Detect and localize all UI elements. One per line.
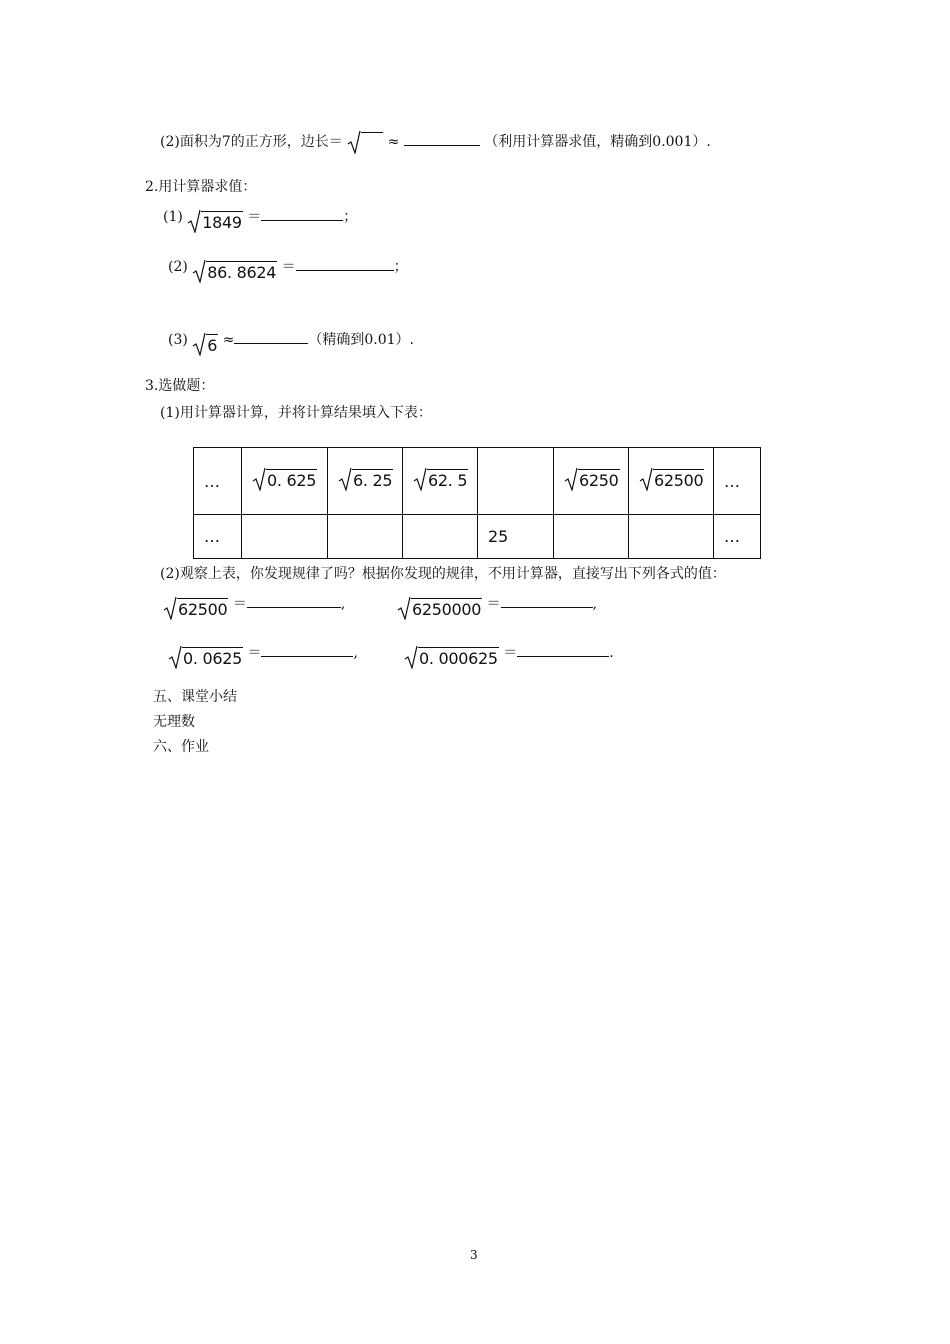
question-2-item-3 xyxy=(168,328,414,356)
radicand: 62500 xyxy=(178,600,228,619)
page-number: 3 xyxy=(470,1248,478,1262)
question-2-title: 2.用计算器求值： xyxy=(145,179,257,195)
radical-sign-icon xyxy=(639,467,653,491)
table-cell-ellipsis: … xyxy=(714,448,761,515)
question-2-item-2 xyxy=(168,255,408,283)
radical-sign-icon xyxy=(564,467,578,491)
item-number: (1) xyxy=(163,209,183,225)
table-cell xyxy=(554,448,629,515)
answer-cell[interactable] xyxy=(629,515,714,559)
radical-expression xyxy=(639,467,704,491)
equals-sign: ＝ xyxy=(232,596,247,612)
radicand: 1849 xyxy=(202,213,242,232)
question-1-2 xyxy=(160,130,711,154)
radical-sign-icon xyxy=(163,596,177,620)
answer-cell[interactable] xyxy=(242,515,328,559)
expression-0-000625 xyxy=(404,641,614,669)
approx-symbol: ≈ xyxy=(387,134,400,150)
table-row xyxy=(194,448,761,515)
radical-sign-icon xyxy=(397,596,411,620)
table-cell-ellipsis: … xyxy=(194,515,242,559)
radical-sign-icon xyxy=(347,130,361,154)
answer-blank[interactable] xyxy=(517,641,609,657)
punctuation: , xyxy=(592,596,598,612)
radical-86-8624 xyxy=(192,259,277,283)
radical-sign-icon xyxy=(187,209,201,233)
punctuation: ； xyxy=(343,209,358,225)
equals-sign: ＝ xyxy=(486,596,501,612)
radical-1849 xyxy=(187,209,243,233)
question-1-2-prefix: (2)面积为7的正方形，边长＝ xyxy=(160,134,343,150)
radicand: 62500 xyxy=(654,471,704,490)
radicand: 6 xyxy=(207,336,218,355)
radicand: 6. 25 xyxy=(353,471,393,490)
answer-cell[interactable] xyxy=(554,515,629,559)
calculation-table xyxy=(193,447,761,559)
expression-6250000 xyxy=(397,592,597,620)
section-5-title: 五、课堂小结 xyxy=(153,689,237,705)
radical-expression xyxy=(338,467,393,491)
question-3-title: 3.选做题： xyxy=(145,378,215,394)
answer-blank[interactable] xyxy=(247,592,341,608)
radicand: 0. 625 xyxy=(267,471,317,490)
expression-0-0625 xyxy=(168,641,358,669)
radical-6 xyxy=(192,332,218,356)
answer-blank[interactable] xyxy=(404,130,480,146)
radical-sign-icon xyxy=(413,467,427,491)
table-row xyxy=(194,515,761,559)
empty-radical xyxy=(347,130,383,154)
equals-sign: ＝ xyxy=(247,645,262,661)
approx-symbol: ≈ xyxy=(222,332,235,348)
radicand: 6250 xyxy=(579,471,619,490)
question-2-item-1 xyxy=(163,205,357,233)
answer-blank[interactable] xyxy=(501,592,593,608)
item-number: (2) xyxy=(168,259,188,275)
question-1-2-suffix: （利用计算器求值，精确到0.001）. xyxy=(484,134,711,150)
question-3-part-1: (1)用计算器计算，并将计算结果填入下表： xyxy=(160,405,432,421)
item-number: (3) xyxy=(168,332,188,348)
table-cell-value: 25 xyxy=(478,515,554,559)
equals-sign: ＝ xyxy=(503,645,518,661)
punctuation: . xyxy=(609,645,614,661)
equals-sign: ＝ xyxy=(281,259,296,275)
question-3-part-2: (2)观察上表，你发现规律了吗？根据你发现的规律，不用计算器，直接写出下列各式的值： xyxy=(160,566,726,582)
radical-expression xyxy=(163,596,228,620)
table-cell xyxy=(403,448,478,515)
section-5-content: 无理数 xyxy=(153,714,195,730)
table-cell xyxy=(328,448,403,515)
answer-blank[interactable] xyxy=(234,328,308,344)
radical-sign-icon xyxy=(252,467,266,491)
section-6-title: 六、作业 xyxy=(153,739,209,755)
radical-expression xyxy=(413,467,468,491)
punctuation: , xyxy=(353,645,358,661)
answer-cell[interactable] xyxy=(328,515,403,559)
radicand: 86. 8624 xyxy=(207,263,277,282)
radical-expression xyxy=(564,467,620,491)
equals-sign: ＝ xyxy=(247,209,262,225)
radical-expression xyxy=(168,645,243,669)
radical-expression xyxy=(397,596,482,620)
table-cell-ellipsis: … xyxy=(714,515,761,559)
table-cell-empty xyxy=(478,448,554,515)
table-cell xyxy=(629,448,714,515)
answer-blank[interactable] xyxy=(261,641,353,657)
radical-sign-icon xyxy=(192,259,206,283)
answer-blank[interactable] xyxy=(296,255,394,271)
radicand: 0. 0625 xyxy=(183,649,242,668)
radicand: 62. 5 xyxy=(428,471,468,490)
punctuation: , xyxy=(340,596,346,612)
answer-cell[interactable] xyxy=(403,515,478,559)
expression-62500 xyxy=(163,592,345,620)
table-cell-ellipsis: … xyxy=(194,448,242,515)
radical-sign-icon xyxy=(168,645,182,669)
radical-sign-icon xyxy=(192,332,206,356)
radical-sign-icon xyxy=(338,467,352,491)
answer-blank[interactable] xyxy=(261,205,343,221)
punctuation: ； xyxy=(393,259,408,275)
radicand: 6250000 xyxy=(412,600,482,619)
radical-expression xyxy=(252,467,317,491)
table-cell xyxy=(242,448,328,515)
radical-expression xyxy=(404,645,499,669)
radical-sign-icon xyxy=(404,645,418,669)
precision-note: （精确到0.01）. xyxy=(308,332,414,348)
radicand: 0. 000625 xyxy=(419,649,498,668)
